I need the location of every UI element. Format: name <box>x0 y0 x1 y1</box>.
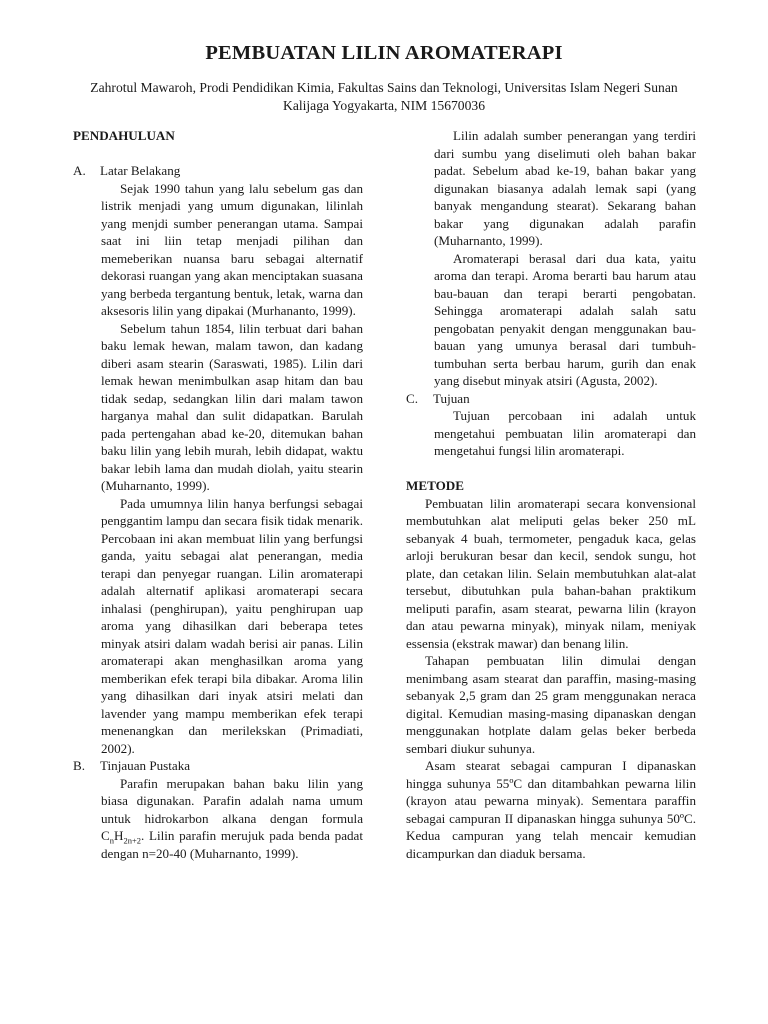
left-column <box>73 127 363 862</box>
subsection-heading-latar-belakang <box>73 162 363 180</box>
paragraph: Tujuan percobaan ini adalah untuk mengetahui pembuatan lilin aromaterapi dan mengetahui fungsi lilin aromaterapi. <box>434 408 696 458</box>
paragraph: Aromaterapi berasal dari dua kata, yaitu aroma dan terapi. Aroma berarti bau harum atau bau-bauan dan terapi berarti pengobatan. Sehingga aromaterapi adalah salah satu pengobatan penyakit dengan menggunakan bau-bauan yang umunya berasal dari tumbuh-tumbuhan serta berbau harum, gurih dan enak yang disebut minyak atsiri (Agusta, 2002). <box>434 250 696 388</box>
paragraph: Sebelum tahun 1854, lilin terbuat dari bahan baku lemak hewan, malam tawon, dan kadang diberi asam stearin (Saraswati, 1985). Lilin dari lemak hewan menimbulkan asap hitam dan bau tidak sedap, sedangkan lilin dari malam tawon harganya mahal dan sulit didapatkan. Barulah pada pertengahan abad ke-20, ditemukan bahan baku lilin yang lebih murah, lebih didapat, waktu bakar lebih lama dan mudah diolah, yaitu stearin (Muharnanto, 1999). <box>101 320 363 493</box>
paragraph: Asam stearat sebagai campuran I dipanaskan hingga suhunya 55ºC dan ditambahkan pewarna lilin (krayon atau pewarna minyak). Sementara paraffin sebagai campuran II dipanaskan hingga suhunya 50ºC. Kedua campuran yang telah mencair kemudian dicampurkan dan diaduk bersama. <box>406 758 696 861</box>
right-column <box>406 127 696 862</box>
paragraph: Tahapan pembuatan lilin dimulai dengan menimbang asam stearat dan paraffin, masing-masing sebanyak 2,5 gram dan 25 gram menggunakan neraca digital. Kemudian masing-masing dipanaskan dengan menggunakan hotplate dalam gelas beker berbeda sembari diukur suhunya. <box>406 653 696 756</box>
subsection-letter: A. <box>73 163 86 178</box>
section-heading-pendahuluan: PENDAHULUAN <box>73 128 175 143</box>
formula-subscript: 2n+2 <box>123 835 141 846</box>
subsection-letter: C. <box>406 390 419 406</box>
subsection-title: Tujuan <box>433 390 470 406</box>
section-heading-metode: METODE <box>406 478 464 493</box>
subsection-title: Latar Belakang <box>100 163 181 178</box>
formula-subscript: n <box>109 835 114 846</box>
document-title: PEMBUATAN LILIN AROMATERAPI <box>205 42 563 64</box>
paragraph: Pada umumnya lilin hanya berfungsi sebagai penggantim lampu dan secara fisik tidak menarik. Percobaan ini akan membuat lilin yang berfungsi ganda, yaitu sebagai alat penerangan, media terapi dan penyegar ruangan. Lilin aromaterapi adalah alternatif aplikasi aromaterapi secara inhalasi (penghirupan), yaitu penghirupan uap aroma yang dihasilkan dari beberapa tetes minyak atsiri dalam wadah berisi air panas. Lilin aromaterapi akan menghasilkan aroma yang memberikan efek terapi bila dibakar. Aroma lilin yang dihasilkan dari inyak atsiri melati dan lavender yang mampu memberikan efek terapi menenangkan dan merilekskan (Primadiati, 2002). <box>101 495 363 756</box>
subsection-letter: B. <box>73 758 86 773</box>
text-run: . Lilin parafin merujuk pada benda padat dengan n=20-40 (Muharnanto, 1999). <box>101 828 363 861</box>
text-run: H <box>113 828 124 843</box>
paragraph: Sejak 1990 tahun yang lalu sebelum gas dan listrik menjadi yang umum digunakan, lilinlah yang menjdi sumber penerangan utama. Sampai saat ini liin tetap menjadi pilihan dan memeberikan nuansa baru sebagai alternatif dekorasi ruangan yang akan menciptakan suasana yang berbeda tergantung bentuk, letak, warna dan aksesoris lilin yang dipakai (Murhananto, 1999). <box>101 180 363 318</box>
text-run: Parafin merupakan bahan baku lilin yang biasa digunakan. Parafin adalah nama umum untuk hidrokarbon alkana dengan formula C <box>101 775 363 843</box>
subsection-title: Tinjauan Pustaka <box>100 758 191 773</box>
paragraph: Pembuatan lilin aromaterapi secara konvensional membutuhkan alat meliputi gelas beker 250 mL sebanyak 4 buah, termometer, pengaduk kaca, gelas arloji berukuran besar dan kecil, sendok sungu, hot plate, dan cetakan lilin. Selain membutuhkan alat-alat tersebut, dibutuhkan pula bahan-bahan praktikum meliputi parafin, asam stearat, pewarna lilin (krayon dan atau pewarna minyak), minyak nilam, meniyak essensia (ekstrak mawar) dan benang lilin. <box>406 495 696 651</box>
subsection-heading-tujuan <box>406 390 696 408</box>
subsection-heading-tinjauan-pustaka <box>73 757 363 775</box>
paragraph-with-formula <box>101 775 363 863</box>
paragraph: Lilin adalah sumber penerangan yang terdiri dari sumbu yang diselimuti oleh bahan bakar padat. Sebelum abad ke-19, bahan bakar yang digunakan biasanya adalah lemak sapi (yang banyak mengandung stearat). Sekarang bahan bakar yang digunakan adalah parafin (Muharnanto, 1999). <box>434 128 696 248</box>
author-affiliation: Zahrotul Mawaroh, Prodi Pendidikan Kimia, Fakultas Sains dan Teknologi, Universitas Islam Negeri Sunan Kalijaga Yogyakarta, NIM 15670036 <box>90 80 678 113</box>
